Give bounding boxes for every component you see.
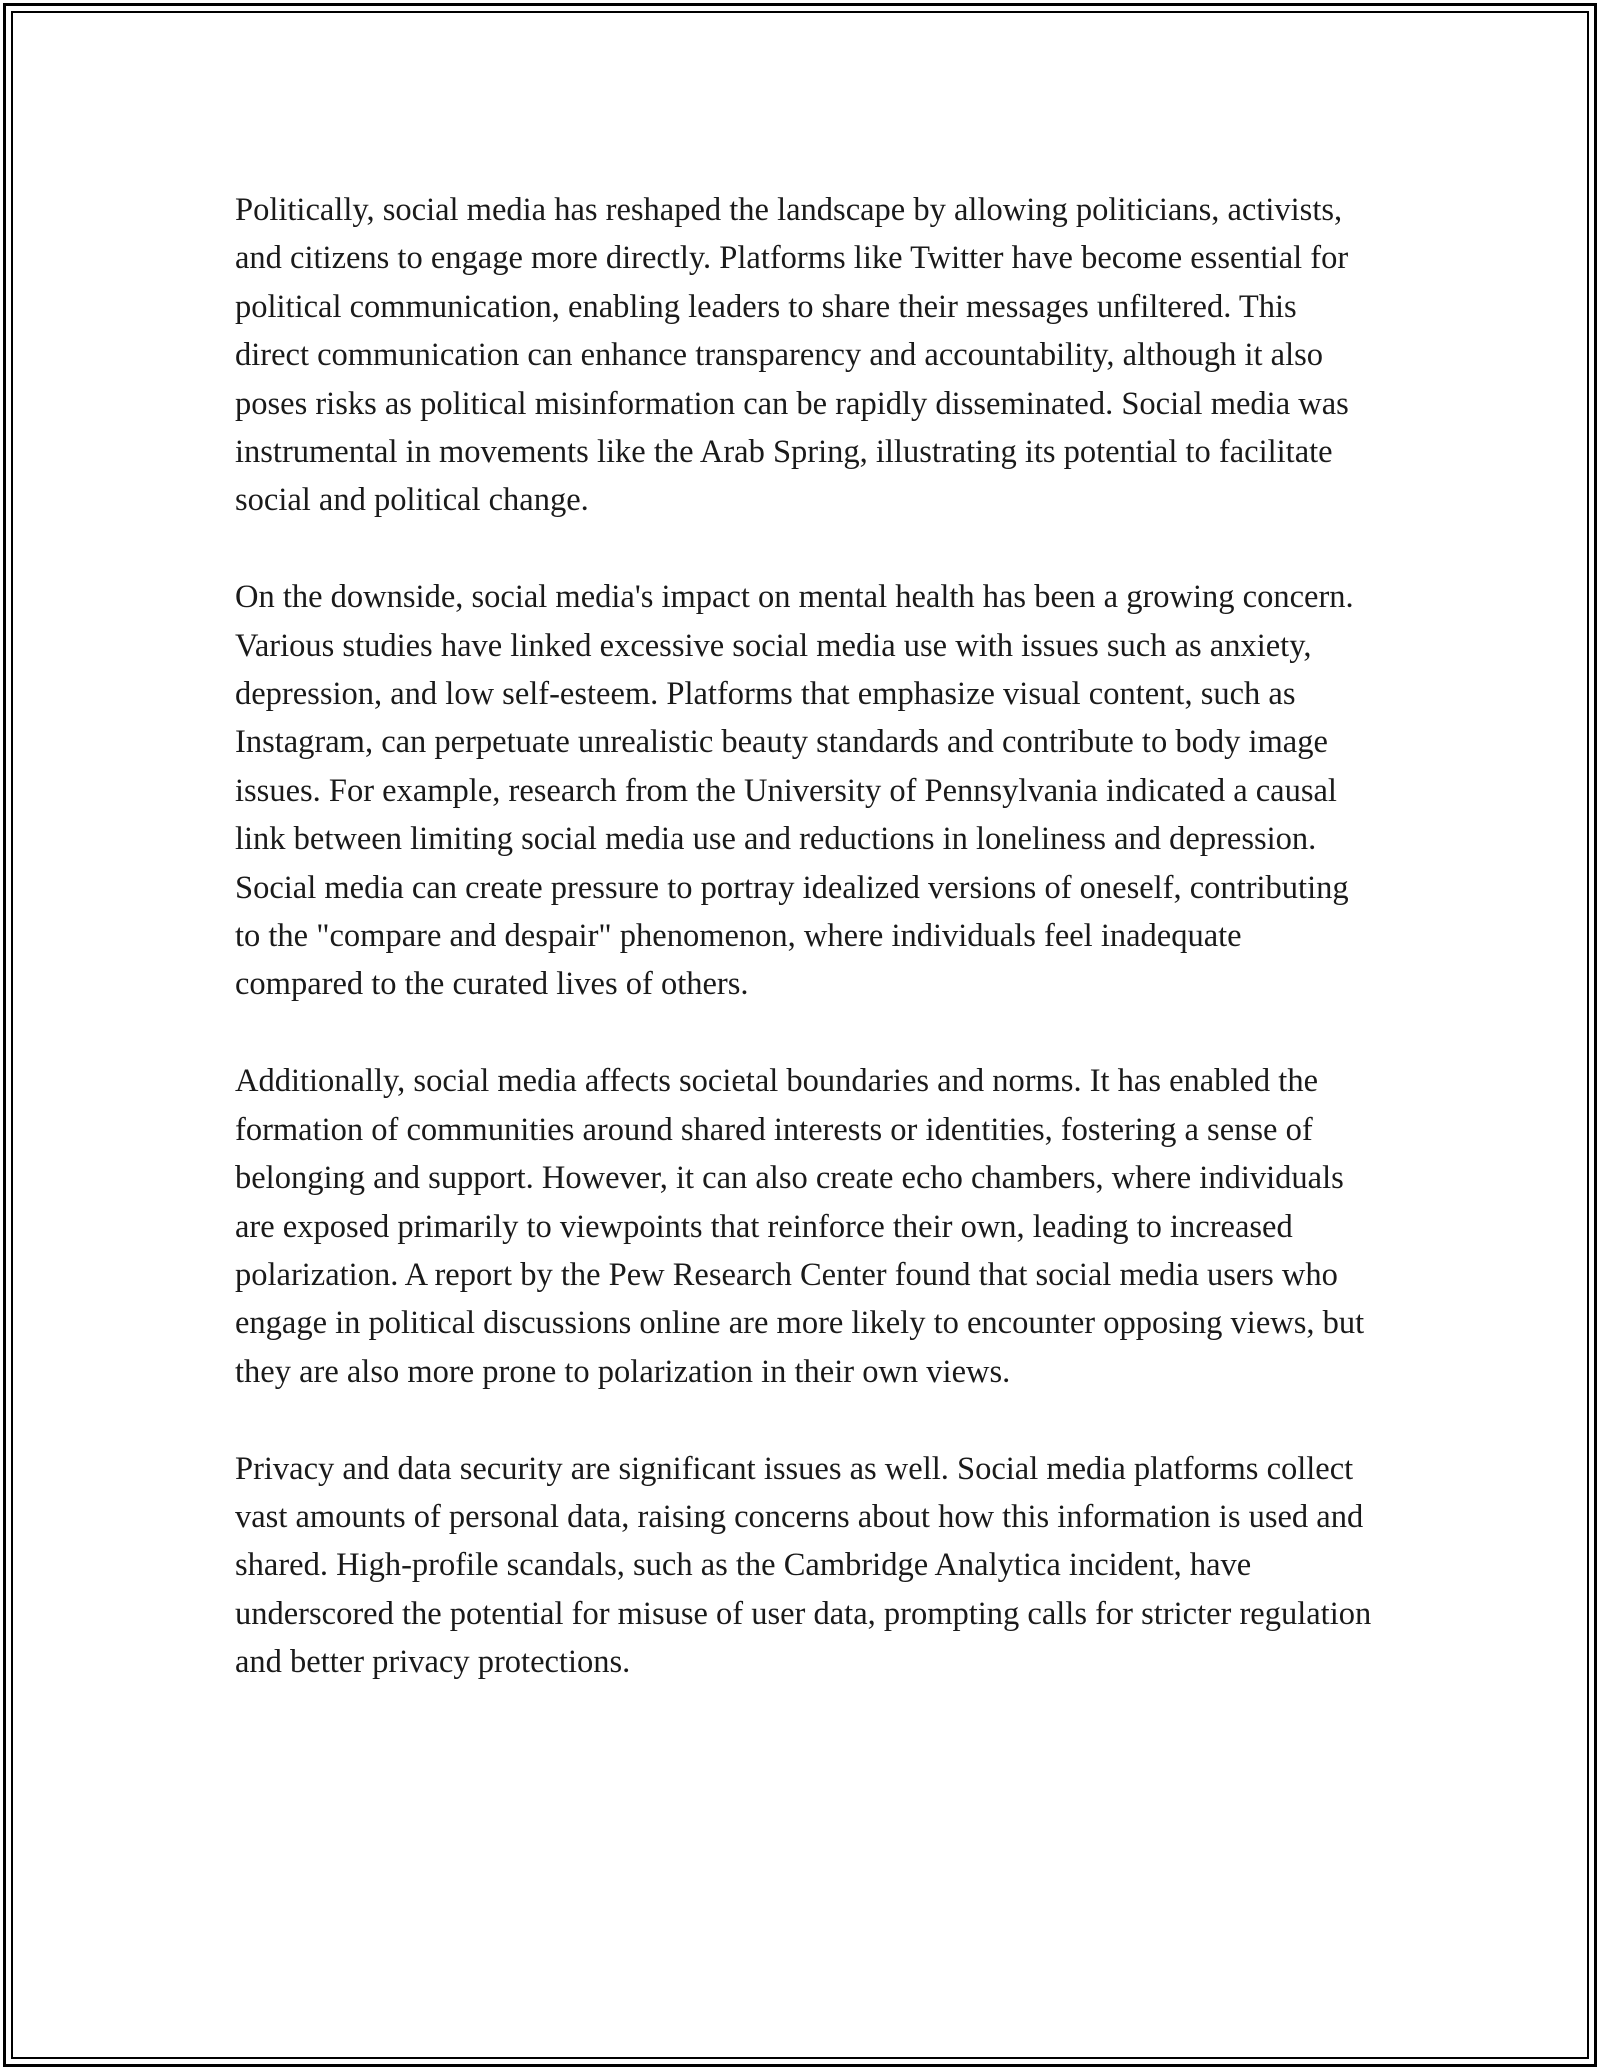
paragraph-politics: Politically, social media has reshaped the landscape by allowing politicians, activists, and citizens to engage more directly. Platforms like Twitter have become essential for political communication, enabling leaders to share their messages unfiltered. This direct communication can enhance transparency and accountability, although it also poses risks as political misinformation can be rapidly disseminated. Social media was instrumental in movements like the Arab Spring, illustrating its potential to facilitate social and political change. [235,192,1349,519]
paragraph-societal-norms: Additionally, social media affects societal boundaries and norms. It has enabled the formation of communities around shared interests or identities, fostering a sense of belonging and support. However, it can also create echo chambers, where individuals are exposed primarily to viewpoints that reinforce their own, leading to increased polarization. A report by the Pew Research Center found that social media users who engage in political discussions online are more likely to encounter opposing views, but they are also more prone to polarization in their own views. [235,1063,1365,1390]
document-body [235,186,1375,1687]
paragraph-mental-health: On the downside, social media's impact on mental health has been a growing concern. Various studies have linked excessive social media use with issues such as anxiety, depression, and low self-esteem. Platforms that emphasize visual content, such as Instagram, can perpetuate unrealistic beauty standards and contribute to body image issues. For example, research from the University of Pennsylvania indicated a causal link between limiting social media use and reductions in loneliness and depression. Social media can create pressure to portray idealized versions of oneself, contributing to the "compare and despair" phenomenon, where individuals feel inadequate compared to the curated lives of others. [235,579,1354,1003]
paragraph-privacy: Privacy and data security are significant issues as well. Social media platforms collect vast amounts of personal data, raising concerns about how this information is used and shared. High-profile scandals, such as the Cambridge Analytica incident, have underscored the potential for misuse of user data, prompting calls for stricter regulation and better privacy protections. [235,1450,1372,1681]
